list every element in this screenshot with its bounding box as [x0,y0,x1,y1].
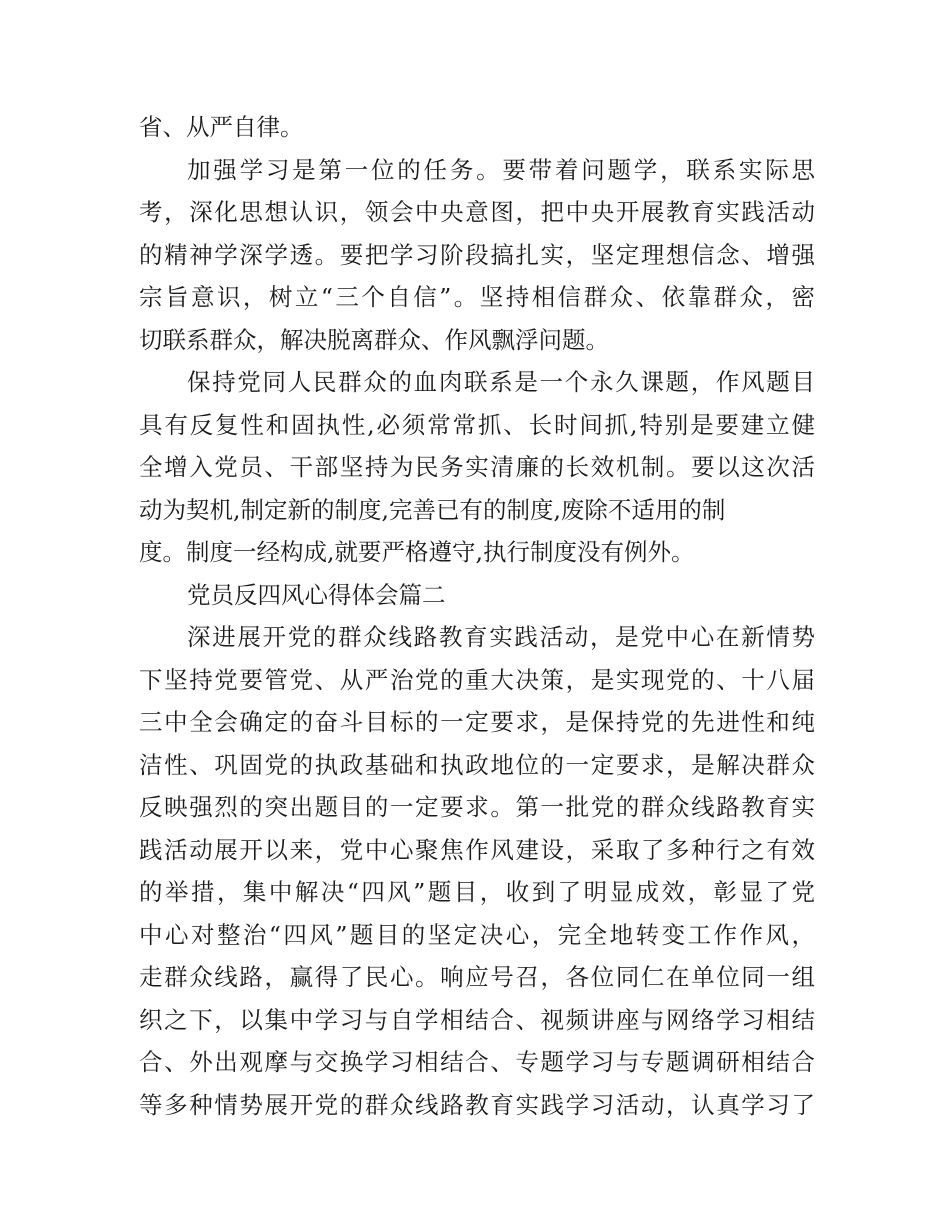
text-line: 合、外出观摩与交换学习相结合、专题学习与专题调研相结合 [139,1048,815,1076]
text-line: 动为契机,制定新的制度,完善已有的制度,废除不适用的制 [139,495,726,524]
text-line: 省、从严自律。 [139,113,304,141]
text-line: 反映强烈的突出题目的一定要求。第一批党的群众线路教育实 [139,793,815,821]
text-line: 中心对整治“四风”题目的坚定决心，完全地转变工作作风， [139,920,815,949]
text-line: 的举措，集中解决“四风”题目，收到了明显成效，彰显了党 [139,878,815,906]
text-line: 下坚持党要管党、从严治党的重大决策，是实现党的、十八届 [139,665,815,694]
document-page [139,106,815,1126]
text-line: 的精神学深学透。要把学习阶段搞扎实，坚定理想信念、增强 [139,240,815,269]
text-line: 三中全会确定的奋斗目标的一定要求，是保持党的先进性和纯 [139,708,815,736]
text-line: 具有反复性和固执性,必须常常抓、长时间抓,特别是要建立健 [139,410,815,439]
text-line: 践活动展开以来，党中心聚焦作风建设，采取了多种行之有效 [139,835,815,864]
paragraph-start-line: 保持党同人民群众的血肉联系是一个永久课题，作风题目 [187,368,815,396]
text-line: 洁性、巩固党的执政基础和执政地位的一定要求，是解决群众 [139,750,815,779]
paragraph-start-line: 深进展开党的群众线路教育实践活动，是党中心在新情势 [187,623,815,651]
text-line: 切联系群众，解决脱离群众、作风飘浮问题。 [139,325,609,354]
text-line: 宗旨意识，树立“三个自信”。坚持相信群众、依靠群众，密 [139,283,815,311]
text-line: 走群众线路，赢得了民心。响应号召，各位同仁在单位同一组 [139,963,815,991]
text-line: 考，深化思想认识，领会中央意图，把中央开展教育实践活动 [139,198,815,226]
paragraph-start-line: 加强学习是第一位的任务。要带着问题学，联系实际思 [187,155,815,184]
text-line: 度。制度一经构成,就要严格遵守,执行制度没有例外。 [139,538,695,566]
text-line: 织之下，以集中学习与自学相结合、视频讲座与网络学习相结 [139,1005,815,1034]
text-line: 等多种情势展开党的群众线路教育实践学习活动，认真学习了 [139,1090,815,1119]
section-heading: 党员反四风心得体会篇二 [187,580,446,609]
text-line: 全增入党员、干部坚持为民务实清廉的长效机制。要以这次活 [139,453,815,481]
